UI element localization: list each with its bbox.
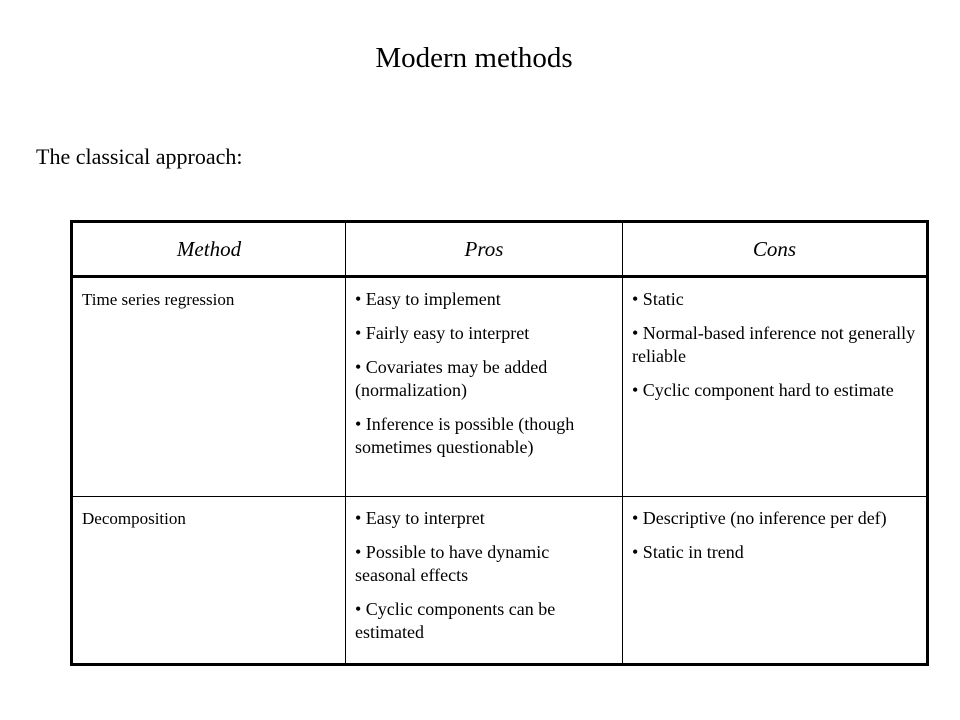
pros-list (355, 288, 614, 459)
cons-list (632, 507, 918, 564)
methods-comparison-table (70, 220, 929, 666)
method-name: Time series regression (82, 290, 235, 309)
header-cons: Cons (623, 222, 928, 277)
list-item: • Easy to interpret (355, 508, 485, 528)
list-item: • Covariates may be added (normalization) (355, 357, 548, 400)
pros-cell (346, 497, 623, 665)
table-row (72, 277, 928, 497)
list-item: • Descriptive (no inference per def) (632, 508, 887, 528)
list-item: • Static in trend (632, 542, 744, 562)
list-item: • Normal-based inference not generally reliable (632, 323, 916, 366)
header-pros: Pros (346, 222, 623, 277)
list-item: • Fairly easy to interpret (355, 323, 530, 343)
header-method: Method (72, 222, 346, 277)
slide-title: Modern methods (375, 42, 573, 74)
list-item: • Cyclic component hard to estimate (632, 380, 894, 400)
list-item: • Inference is possible (though sometimes questionable) (355, 414, 575, 457)
list-item: • Easy to implement (355, 289, 501, 309)
list-item: • Possible to have dynamic seasonal effects (355, 542, 550, 585)
method-cell (72, 277, 346, 497)
method-cell (72, 497, 346, 665)
pros-list (355, 507, 614, 644)
cons-cell (623, 497, 928, 665)
table-row (72, 497, 928, 665)
pros-cell (346, 277, 623, 497)
cons-list (632, 288, 918, 402)
table-header-row (72, 222, 928, 277)
method-name: Decomposition (82, 509, 186, 528)
list-item: • Cyclic components can be estimated (355, 599, 556, 642)
list-item: • Static (632, 289, 684, 309)
section-subtitle: The classical approach: (36, 144, 243, 169)
cons-cell (623, 277, 928, 497)
